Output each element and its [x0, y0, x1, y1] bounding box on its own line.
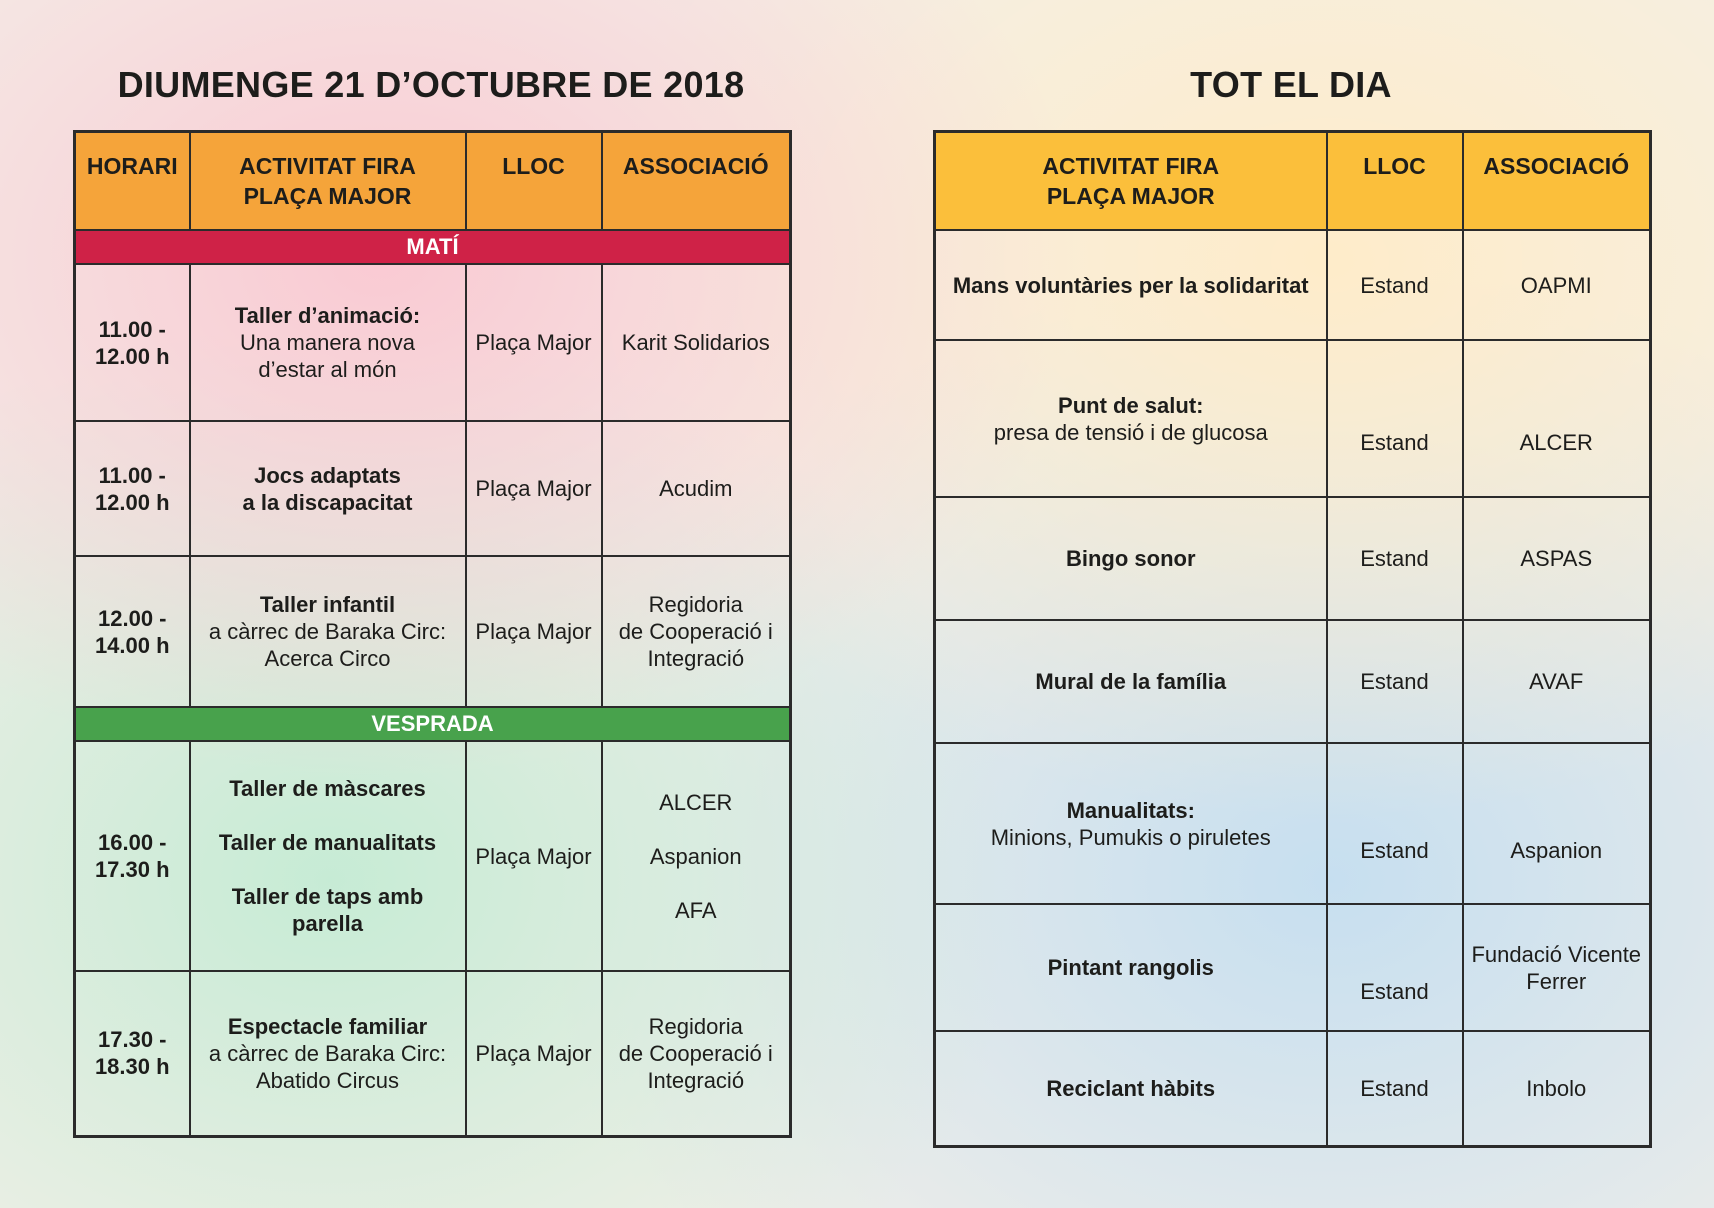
activity-detail: d’estar al món: [258, 357, 397, 382]
activity-title: Taller d’animació:: [234, 303, 421, 328]
schedule-title: DIUMENGE 21 D’OCTUBRE DE 2018: [117, 64, 745, 105]
header-horari: HORARI: [75, 132, 190, 231]
place-cell: Plaça Major: [466, 421, 602, 556]
association-cell: [1463, 620, 1651, 743]
association-name: ASPAS: [1520, 546, 1593, 571]
table-header-row: [75, 132, 791, 231]
place-cell: Plaça Major: [466, 264, 602, 421]
time-cell: [75, 556, 190, 707]
activity-cell: [190, 556, 466, 707]
association-name: AVAF: [1529, 669, 1584, 694]
table-header-row: [935, 132, 1651, 231]
header-associacio: ASSOCIACIÓ: [602, 132, 791, 231]
association-cell: [1463, 497, 1651, 620]
time-end: 14.00 h: [94, 632, 170, 658]
association-name: Ferrer: [1526, 968, 1587, 994]
activity-title: Taller de manualitats: [218, 830, 437, 855]
association-name: de Cooperació i: [618, 1040, 773, 1066]
association-cell: [1463, 340, 1651, 497]
table-row: [935, 620, 1651, 743]
place-cell: Estand: [1327, 497, 1463, 620]
activity-cell: [935, 230, 1327, 340]
header-activitat-line-2: PLAÇA MAJOR: [243, 183, 412, 209]
activity-title: Mural de la família: [1035, 669, 1227, 694]
table-row: [935, 743, 1651, 904]
header-activitat-line-2: PLAÇA MAJOR: [1046, 183, 1215, 209]
activity-title: Pintant rangolis: [1047, 955, 1214, 980]
table-row: [75, 741, 791, 971]
header-lloc: LLOC: [1327, 132, 1463, 231]
activity-title: Mans voluntàries per la solidaritat: [952, 272, 1309, 298]
activity-cell: [190, 741, 466, 971]
table-row: [935, 1031, 1651, 1146]
header-activitat: [935, 132, 1327, 231]
spacer: [609, 816, 784, 843]
association-name: OAPMI: [1520, 272, 1592, 298]
activity-cell: [935, 340, 1327, 497]
table-row: [935, 497, 1651, 620]
table-row: [75, 421, 791, 556]
activity-cell: [190, 264, 466, 421]
time-start: 12.00 -: [98, 605, 167, 631]
time-cell: [75, 971, 190, 1136]
place-cell: Estand: [1327, 230, 1463, 340]
activity-title: Taller infantil: [259, 592, 396, 617]
association-name: Aspanion: [1510, 838, 1603, 863]
header-lloc: LLOC: [466, 132, 602, 231]
activity-detail: a càrrec de Baraka Circ:: [208, 619, 447, 644]
association-name: Integració: [647, 646, 745, 671]
time-cell: [75, 421, 190, 556]
association-cell: [1463, 743, 1651, 904]
association-name: ALCER: [659, 789, 733, 815]
place-cell: Estand: [1327, 904, 1463, 1031]
association-name: Integració: [647, 1067, 745, 1093]
all-day-table: [933, 130, 1652, 1148]
association-name: Inbolo: [1526, 1075, 1587, 1101]
activity-title: Reciclant hàbits: [1046, 1075, 1216, 1101]
association-name: Regidoria: [648, 1013, 743, 1039]
association-cell: [1463, 904, 1651, 1031]
table-row: [935, 230, 1651, 340]
association-cell: [602, 556, 791, 707]
place-cell: Plaça Major: [466, 556, 602, 707]
association-name: AFA: [674, 897, 717, 923]
association-cell: [602, 971, 791, 1136]
association-name: Acudim: [659, 476, 733, 501]
association-cell: [1463, 1031, 1651, 1146]
activity-title: Taller de màscares: [229, 776, 426, 801]
activity-cell: [935, 904, 1327, 1031]
time-start: 11.00 -: [98, 462, 166, 488]
schedule-table: [73, 130, 792, 1138]
activity-detail: Minions, Pumukis o piruletes: [990, 824, 1271, 850]
activity-title: Jocs adaptats: [254, 462, 401, 488]
table-row: [935, 904, 1651, 1031]
association-cell: [1463, 230, 1651, 340]
activity-title: Manualitats:: [1066, 797, 1195, 823]
activity-detail: Abatido Circus: [255, 1067, 400, 1093]
time-end: 12.00 h: [94, 489, 170, 515]
section-label-vesprada: VESPRADA: [75, 707, 791, 741]
place-cell: Estand: [1327, 1031, 1463, 1146]
header-associacio: ASSOCIACIÓ: [1463, 132, 1651, 231]
time-end: 12.00 h: [94, 343, 170, 369]
header-activitat-line-1: ACTIVITAT FIRA: [1042, 153, 1220, 179]
association-name: Fundació Vicente: [1471, 941, 1642, 967]
time-end: 17.30 h: [94, 857, 170, 882]
place-cell: Plaça Major: [466, 741, 602, 971]
association-cell: [602, 741, 791, 971]
activity-title: Punt de salut:: [1058, 392, 1204, 418]
spacer: [609, 870, 784, 897]
header-activitat: [190, 132, 466, 231]
activity-detail: presa de tensió i de glucosa: [993, 419, 1268, 445]
activity-cell: [935, 743, 1327, 904]
table-row: [75, 971, 791, 1136]
activity-detail: a càrrec de Baraka Circ:: [208, 1040, 447, 1066]
association-name: Karit Solidarios: [621, 330, 770, 355]
spacer: [197, 802, 459, 829]
association-name: Regidoria: [648, 592, 743, 617]
place-cell: Estand: [1327, 340, 1463, 497]
activity-title: a la discapacitat: [242, 489, 413, 515]
activity-cell: [935, 1031, 1327, 1146]
time-cell: [75, 741, 190, 971]
spacer: [197, 856, 459, 883]
association-name: de Cooperació i: [618, 619, 773, 644]
table-row: [935, 340, 1651, 497]
place-cell: Estand: [1327, 743, 1463, 904]
place-cell: Plaça Major: [466, 971, 602, 1136]
association-cell: [602, 264, 791, 421]
activity-title: Bingo sonor: [1065, 546, 1196, 571]
header-activitat-line-1: ACTIVITAT FIRA: [239, 153, 416, 179]
section-band-mati: [75, 230, 791, 264]
activity-cell: [935, 620, 1327, 743]
time-start: 16.00 -: [98, 830, 167, 855]
activity-detail: Una manera nova: [240, 330, 415, 355]
time-end: 18.30 h: [94, 1054, 170, 1080]
place-cell: Estand: [1327, 620, 1463, 743]
activity-cell: [190, 971, 466, 1136]
time-cell: [75, 264, 190, 421]
time-start: 17.30 -: [98, 1027, 167, 1053]
association-name: ALCER: [1519, 430, 1593, 455]
activity-cell: [935, 497, 1327, 620]
section-label-mati: MATÍ: [75, 230, 791, 264]
table-row: [75, 264, 791, 421]
all-day-title: TOT EL DIA: [1190, 64, 1392, 105]
association-name: Aspanion: [649, 843, 742, 869]
section-band-vesprada: [75, 707, 791, 741]
activity-title: Taller de taps amb parella: [231, 884, 424, 936]
activity-cell: [190, 421, 466, 556]
activity-detail: Acerca Circo: [264, 646, 391, 671]
association-cell: [602, 421, 791, 556]
activity-title: Espectacle familiar: [227, 1013, 428, 1039]
time-start: 11.00 -: [98, 316, 166, 342]
table-row: [75, 556, 791, 707]
